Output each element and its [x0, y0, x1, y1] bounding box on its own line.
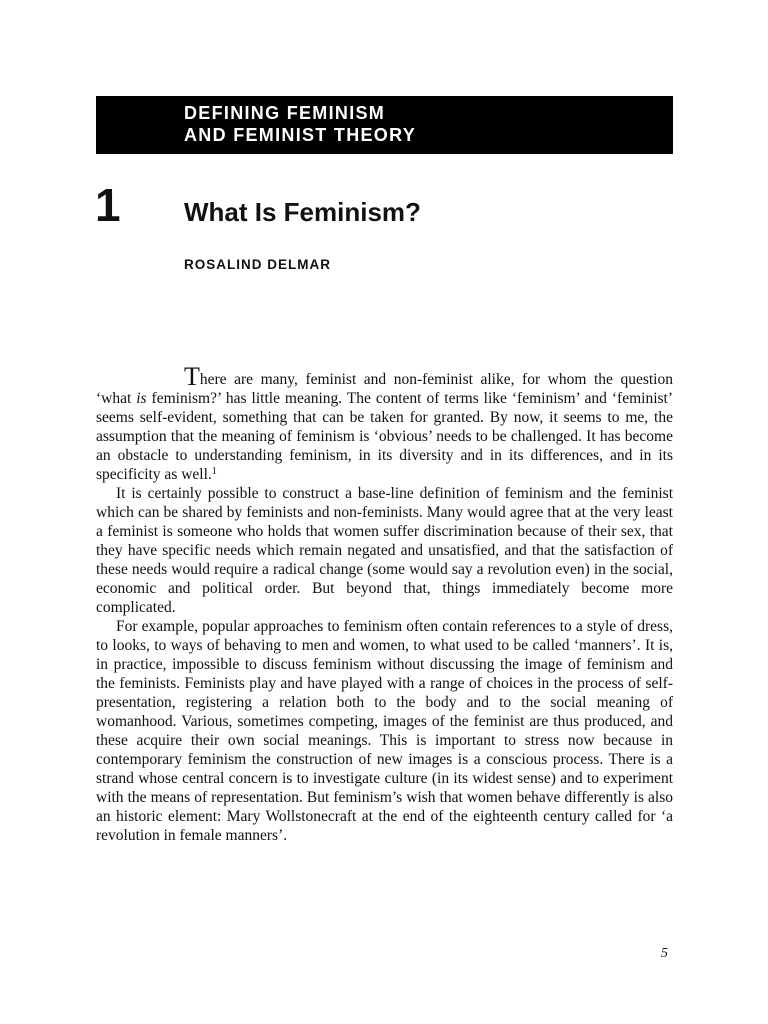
paragraph-1-part-a: here are many, feminist and non-feminist alike, for whom the question ‘what — [96, 371, 673, 407]
chapter-author: ROSALIND DELMAR — [184, 257, 331, 272]
paragraph-3: For example, popular approaches to feminism often contain references to a style of dress, to looks, to ways of behaving to men and women, to what used to be called ‘manners’. It is, in practice, impossible to discuss feminism without discussing the image of feminism and the feminists. Feminists play and have played with a range of choices in the process of self-presentation, registering a relation both to the body and to the social meaning of womanhood. Various, sometimes competing, images of the feminist are thus produced, and these acquire their own social meanings. This is important to stress now because in contemporary feminism the construction of new images is a conscious process. There is a strand whose central concern is to investigate culture (in its widest sense) and to experiment with the means of representation. But feminism’s wish that women behave differently is also an historic element: Mary Wollstonecraft at the end of the eighteenth century called for ‘a revolution in female manners’. — [96, 618, 673, 844]
paragraph-1-part-b: feminism?’ has little meaning. The content of terms like ‘feminism’ and ‘feminist’ seems self-evident, something that can be taken for granted. By now, it seems to me, the assumption that the meaning of feminism is ‘obvious’ needs to be challenged. It has become an obstacle to understanding feminism, in its diversity and in its differences, and in its specificity as well. — [96, 390, 674, 483]
drop-cap: T — [184, 362, 200, 391]
section-banner — [96, 96, 673, 154]
chapter-title: What Is Feminism? — [184, 197, 421, 227]
section-title-line-1: DEFINING FEMINISM — [184, 103, 386, 123]
paragraph-1 — [96, 362, 674, 484]
paragraph-1-emphasis: is — [136, 390, 147, 407]
section-title-line-2: AND FEMINIST THEORY — [184, 125, 417, 145]
chapter-body — [96, 362, 674, 845]
footnote-marker: 1 — [211, 466, 217, 477]
chapter-number: 1 — [95, 179, 121, 231]
paragraph-2: It is certainly possible to construct a base-line definition of feminism and the feminist which can be shared by feminists and non-feminists. Many would agree that at the very least a feminist is someone who holds that women suffer discrimination because of their sex, that they have specific needs which remain negated and unsatisfied, and that the satisfaction of these needs would require a radical change (some would say a revolution even) in the social, economic and political order. But beyond that, things immediately become more complicated. — [96, 485, 673, 616]
page-number: 5 — [661, 946, 668, 961]
